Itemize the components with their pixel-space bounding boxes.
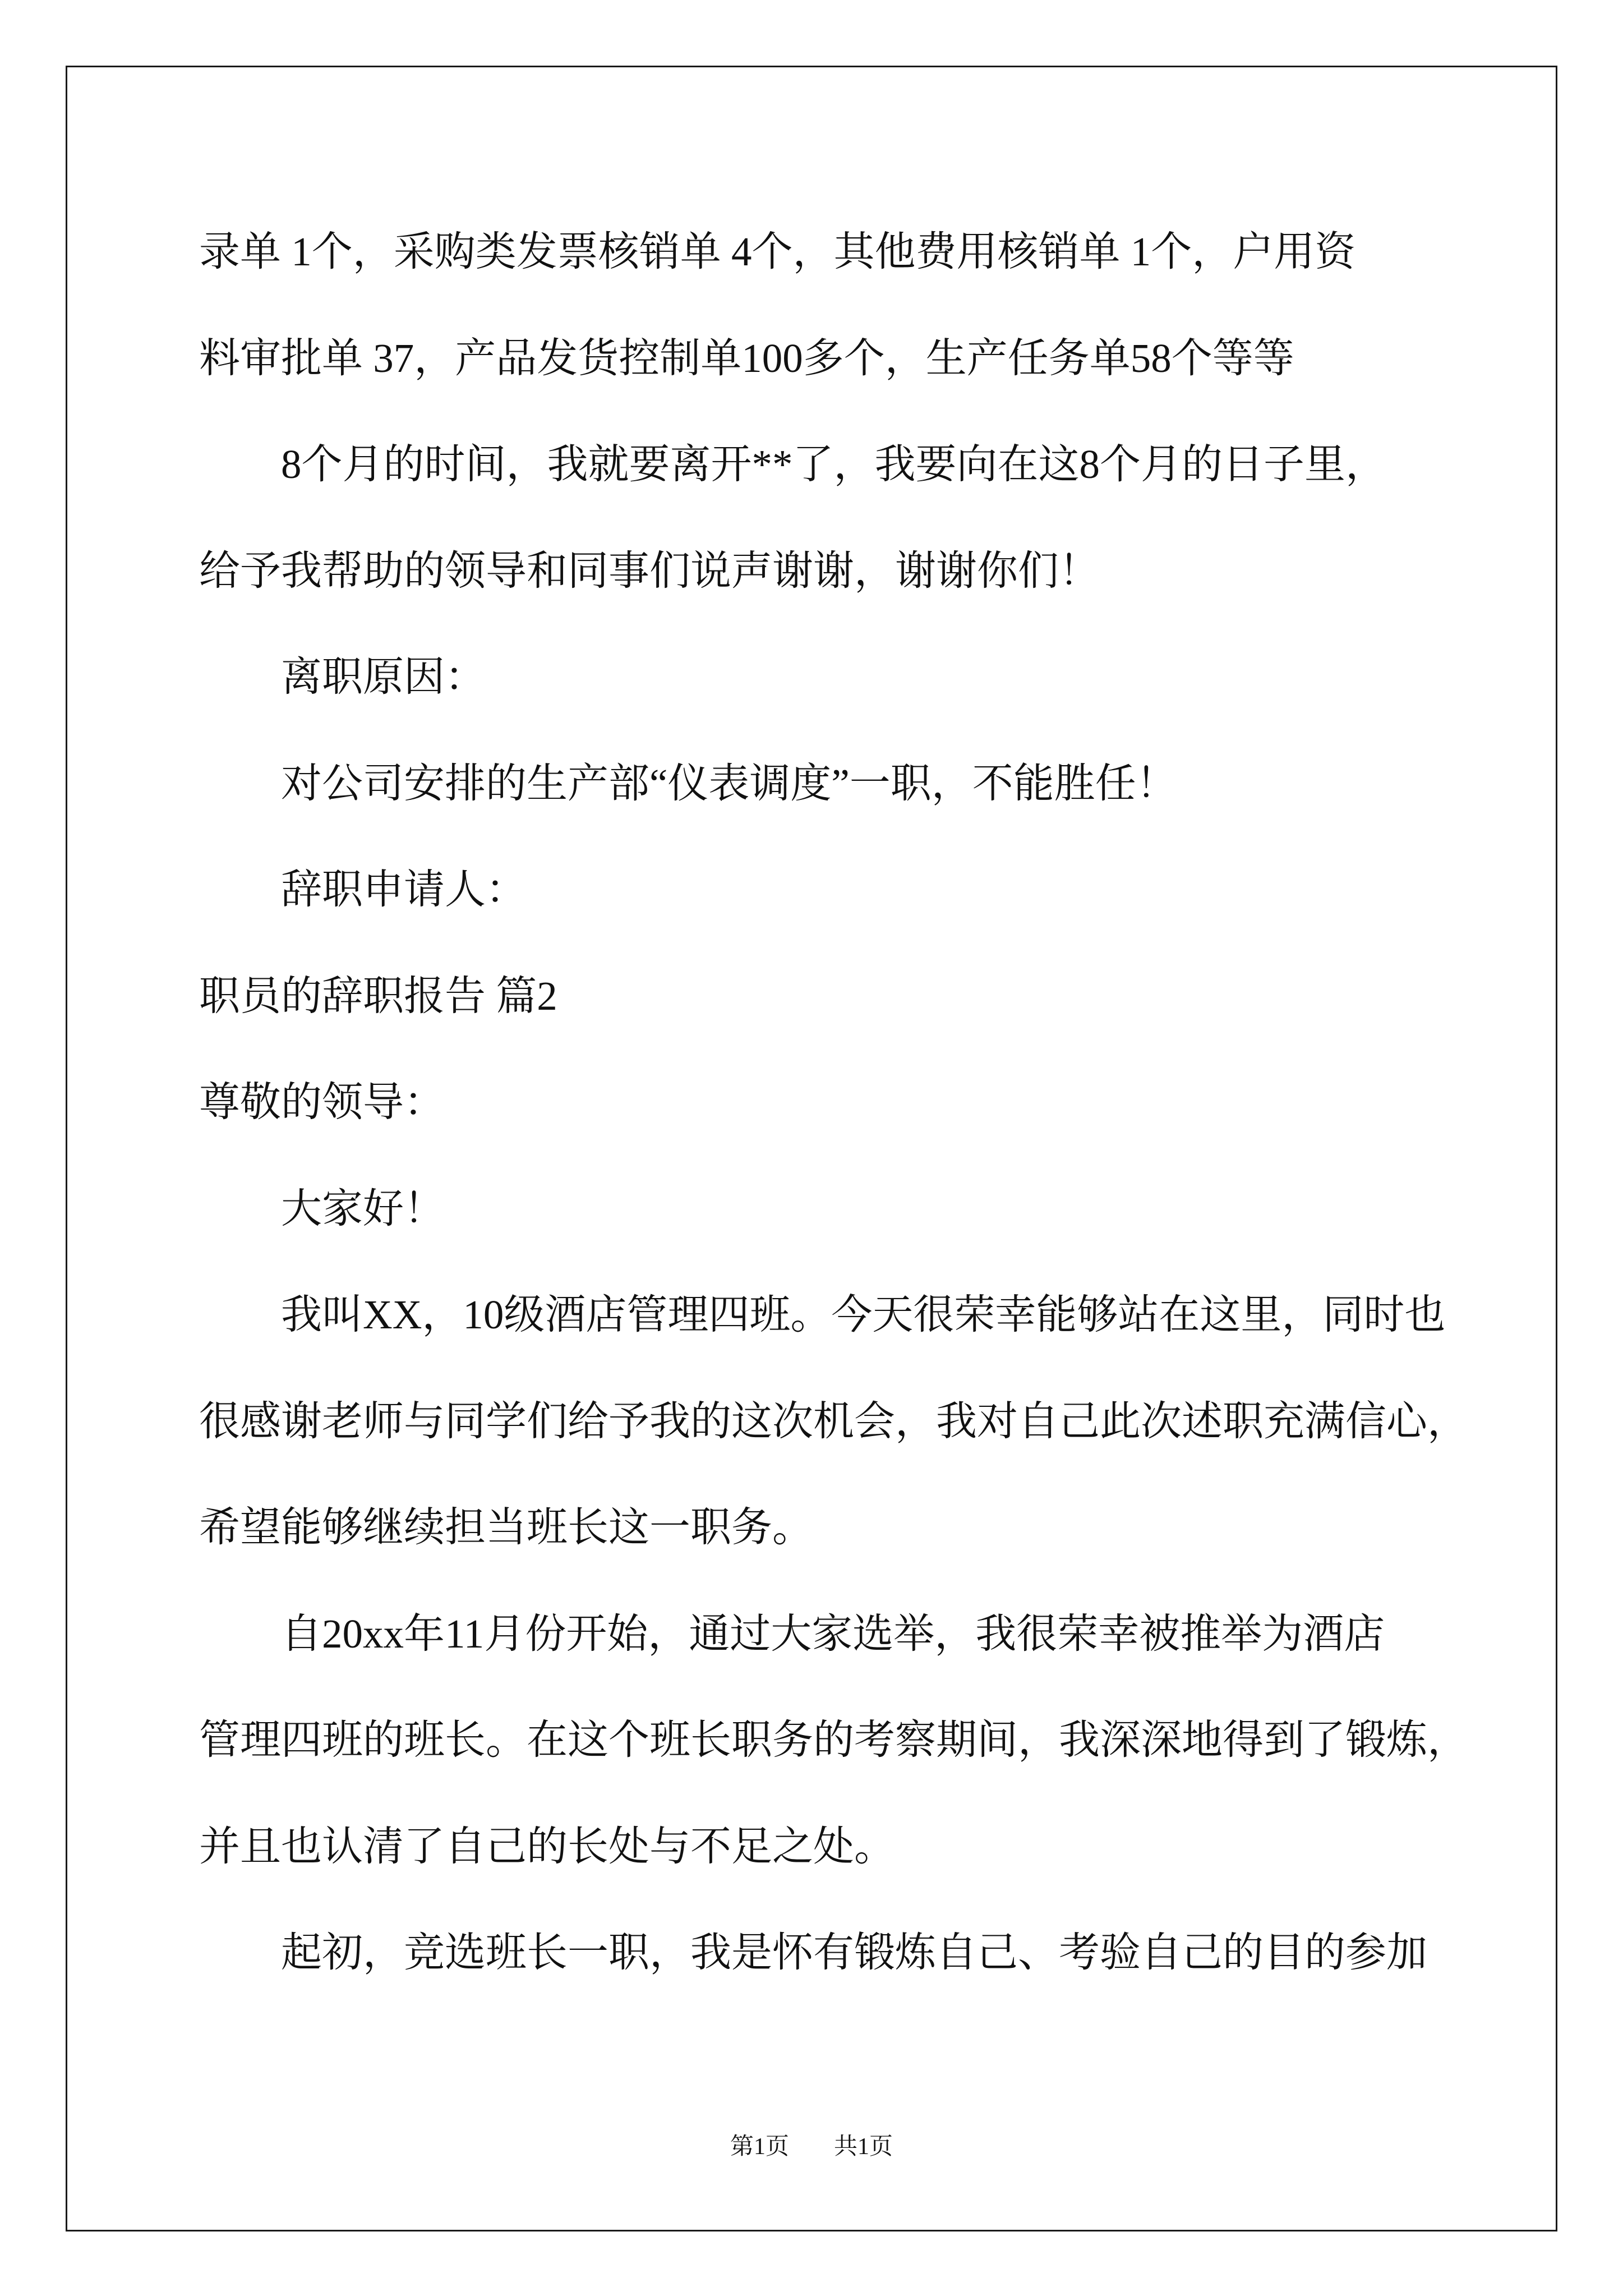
page-number: 第1页 [730,2134,789,2160]
body-text-line: 管理四班的班长。在这个班长职务的考察期间，我深深地得到了锻炼， [199,1717,1468,1763]
page-count: 共1页 [834,2134,893,2160]
page-footer [0,2130,1623,2164]
document-body [199,199,1534,2006]
section-title: 职员的辞职报告 篇2 [199,973,557,1019]
body-text-line: 很感谢老师与同学们给予我的这次机会，我对自己此次述职充满信心， [199,1398,1468,1444]
applicant-signature-label: 辞职申请人： [281,867,527,912]
leave-reason-label: 离职原因： [281,654,486,700]
leave-reason-text: 对公司安排的生产部“仪表调度”一职，不能胜任！ [281,760,1177,806]
body-text-line: 8个月的时间，我就要离开**了，我要向在这8个月的日子里， [281,441,1386,487]
body-text-line: 料审批单 37，产品发货控制单100多个，生产任务单58个等等 [199,335,1294,381]
body-text-line: 给予我帮助的领导和同事们说声谢谢，谢谢你们！ [199,547,1100,593]
greeting: 大家好！ [281,1185,445,1231]
body-text-line: 希望能够继续担当班长这一职务。 [199,1504,813,1550]
body-text-line: 起初，竞选班长一职，我是怀有锻炼自己、考验自己的目的参加 [281,1930,1427,1975]
body-text-line: 我叫XX，10级酒店管理四班。今天很荣幸能够站在这里，同时也 [281,1292,1446,1337]
body-text-line: 并且也认清了自己的长处与不足之处。 [199,1823,895,1869]
body-text-line: 录单 1个，采购类发票核销单 4个，其他费用核销单 1个，户用资 [199,229,1356,274]
body-text-line: 自20xx年11月份开始，通过大家选举，我很荣幸被推举为酒店 [281,1611,1385,1657]
salutation: 尊敬的领导： [199,1079,445,1125]
